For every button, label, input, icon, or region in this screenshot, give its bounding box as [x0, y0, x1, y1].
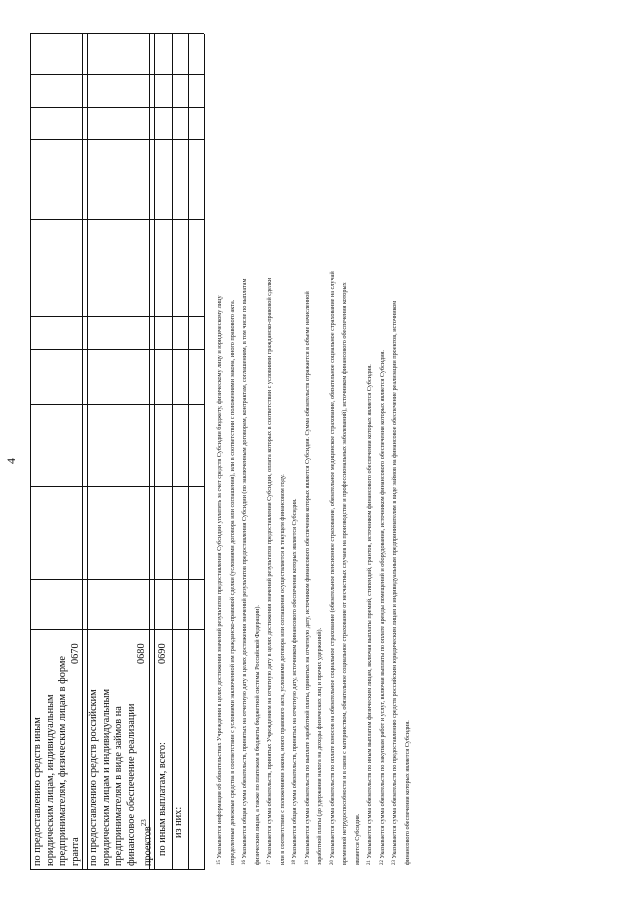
col-divider [30, 74, 204, 75]
col-divider [30, 486, 204, 487]
footnote: определенные денежные средства в соответствии с условиями заключенной им гражданско-правовой сделки (условиями договора или соглашения), или в соответствии с положениями закона, иного правового акта. [228, 299, 236, 865]
footnote: заработной платы (до удержания налога на доходы физических лиц и прочих удержаний). [316, 627, 323, 865]
col-divider [30, 404, 204, 405]
footnote: $^{21}$ Указывается сумма обязательств по иным выплатам физическим лицам, включая выплаты премий, стипендий, грантов, источником финансового обеспечения которых является Субсидия. [366, 364, 373, 865]
col-divider [30, 316, 204, 317]
footnote: является Субсидия. [353, 813, 361, 865]
row-label-grant: по предоставлению средств иным юридическим лицам, индивидуальным предпринимателям, физическим лицам в форме гранта [32, 656, 81, 866]
footnote: $^{22}$ Указывается сумма обязательств по закупкам работ и услуг, включая выплаты по оплате аренды помещений и оборудования, источником финансового обеспечения которых является Субсидия. [378, 350, 386, 865]
col-divider [30, 349, 204, 350]
footnote: $^{16}$ Указывается общая сумма обязательств, принятых на отчетную дату в целях достижения значений результатов предоставления Субсидии (по заключенным договорам, контрактам, соглашениям, в том числе по выплатам [241, 278, 248, 865]
footnote: $^{17}$ Указывается сумма обязательств, принятых Учреждением на отчетную дату в целях достижения значений результатов предоставления Субсидии, оплата которых в соответствии с условиями гражданско-правовой сделки [266, 277, 273, 865]
row-divider [188, 34, 189, 870]
footnote: $^{23}$ Указывается сумма обязательств по предоставлению средств российским юридическим лицам и индивидуальным предпринимателям в виде займов на финансовое обеспечение реализации проектов, источником [391, 300, 398, 865]
table-border-bottom [204, 34, 205, 870]
footnote: временной нетрудоспособности и в связи с материнством, обязательное социальное страхование от несчастных случаев на производстве и профессиональных заболеваний), источником финансового обеспечения которых [341, 282, 348, 865]
footnote: финансового обеспечения которых является Субсидия. [403, 720, 411, 865]
footnote: $^{18}$ Указывается общая сумма обязательств, принятых на отчетную дату, источником финансового обеспечения которых является Субсидия. [291, 498, 298, 865]
row-code-0670: 0670 [70, 643, 81, 664]
table-border-right [30, 33, 204, 34]
footnote: физическим лицам, а также по платежам в бюджеты бюджетной системы Российской Федерации). [253, 605, 261, 865]
row-label-other-payments: по иным выплатам, всего: [157, 742, 168, 856]
table-border-top [30, 34, 31, 870]
row-label-loans: по предоставлению средств российским юридическим лицам и индивидуальным предпринимателям в виде займов на финансовое обеспечение реализации проектов$^{23}$ [88, 688, 154, 866]
col-divider [30, 139, 204, 140]
footnotes [214, 35, 414, 865]
footnote: $^{20}$ Указывается сумма обязательств по оплате взносов на обязательное социальное страхование (обязательное пенсионное страхование, обязательное медицинское страхование, обязательное социальное страхование на случай [328, 271, 336, 865]
col-divider [30, 107, 204, 108]
page-number: 4 [4, 458, 18, 464]
col-divider [30, 579, 204, 580]
footnote: $^{15}$ Указывается информация об обязательствах Учреждения в целях достижения значений результатов предоставления Субсидии уплатить за счет средств Субсидии бюджету, физическому лицу и юридическому лицу [216, 295, 223, 865]
footnote: или в соответствии с положениями закона, иного правового акта, условиями договора или соглашения осуществляется в текущем финансовом году. [278, 474, 286, 865]
col-divider [30, 869, 204, 870]
col-divider [30, 219, 204, 220]
row-code-0690: 0690 [157, 643, 168, 664]
col-divider [30, 629, 204, 630]
row-label-of-which: из них: [173, 806, 184, 838]
row-code-0680: 0680 [136, 643, 147, 664]
footnote: $^{19}$ Указывается сумма обязательств по выплате заработной платы, принятых на отчетную дату, источником финансового обеспечения которых является Субсидия. Сумма обязательств отражается в объеме начисленной [303, 291, 311, 865]
obligations-table [30, 34, 210, 870]
